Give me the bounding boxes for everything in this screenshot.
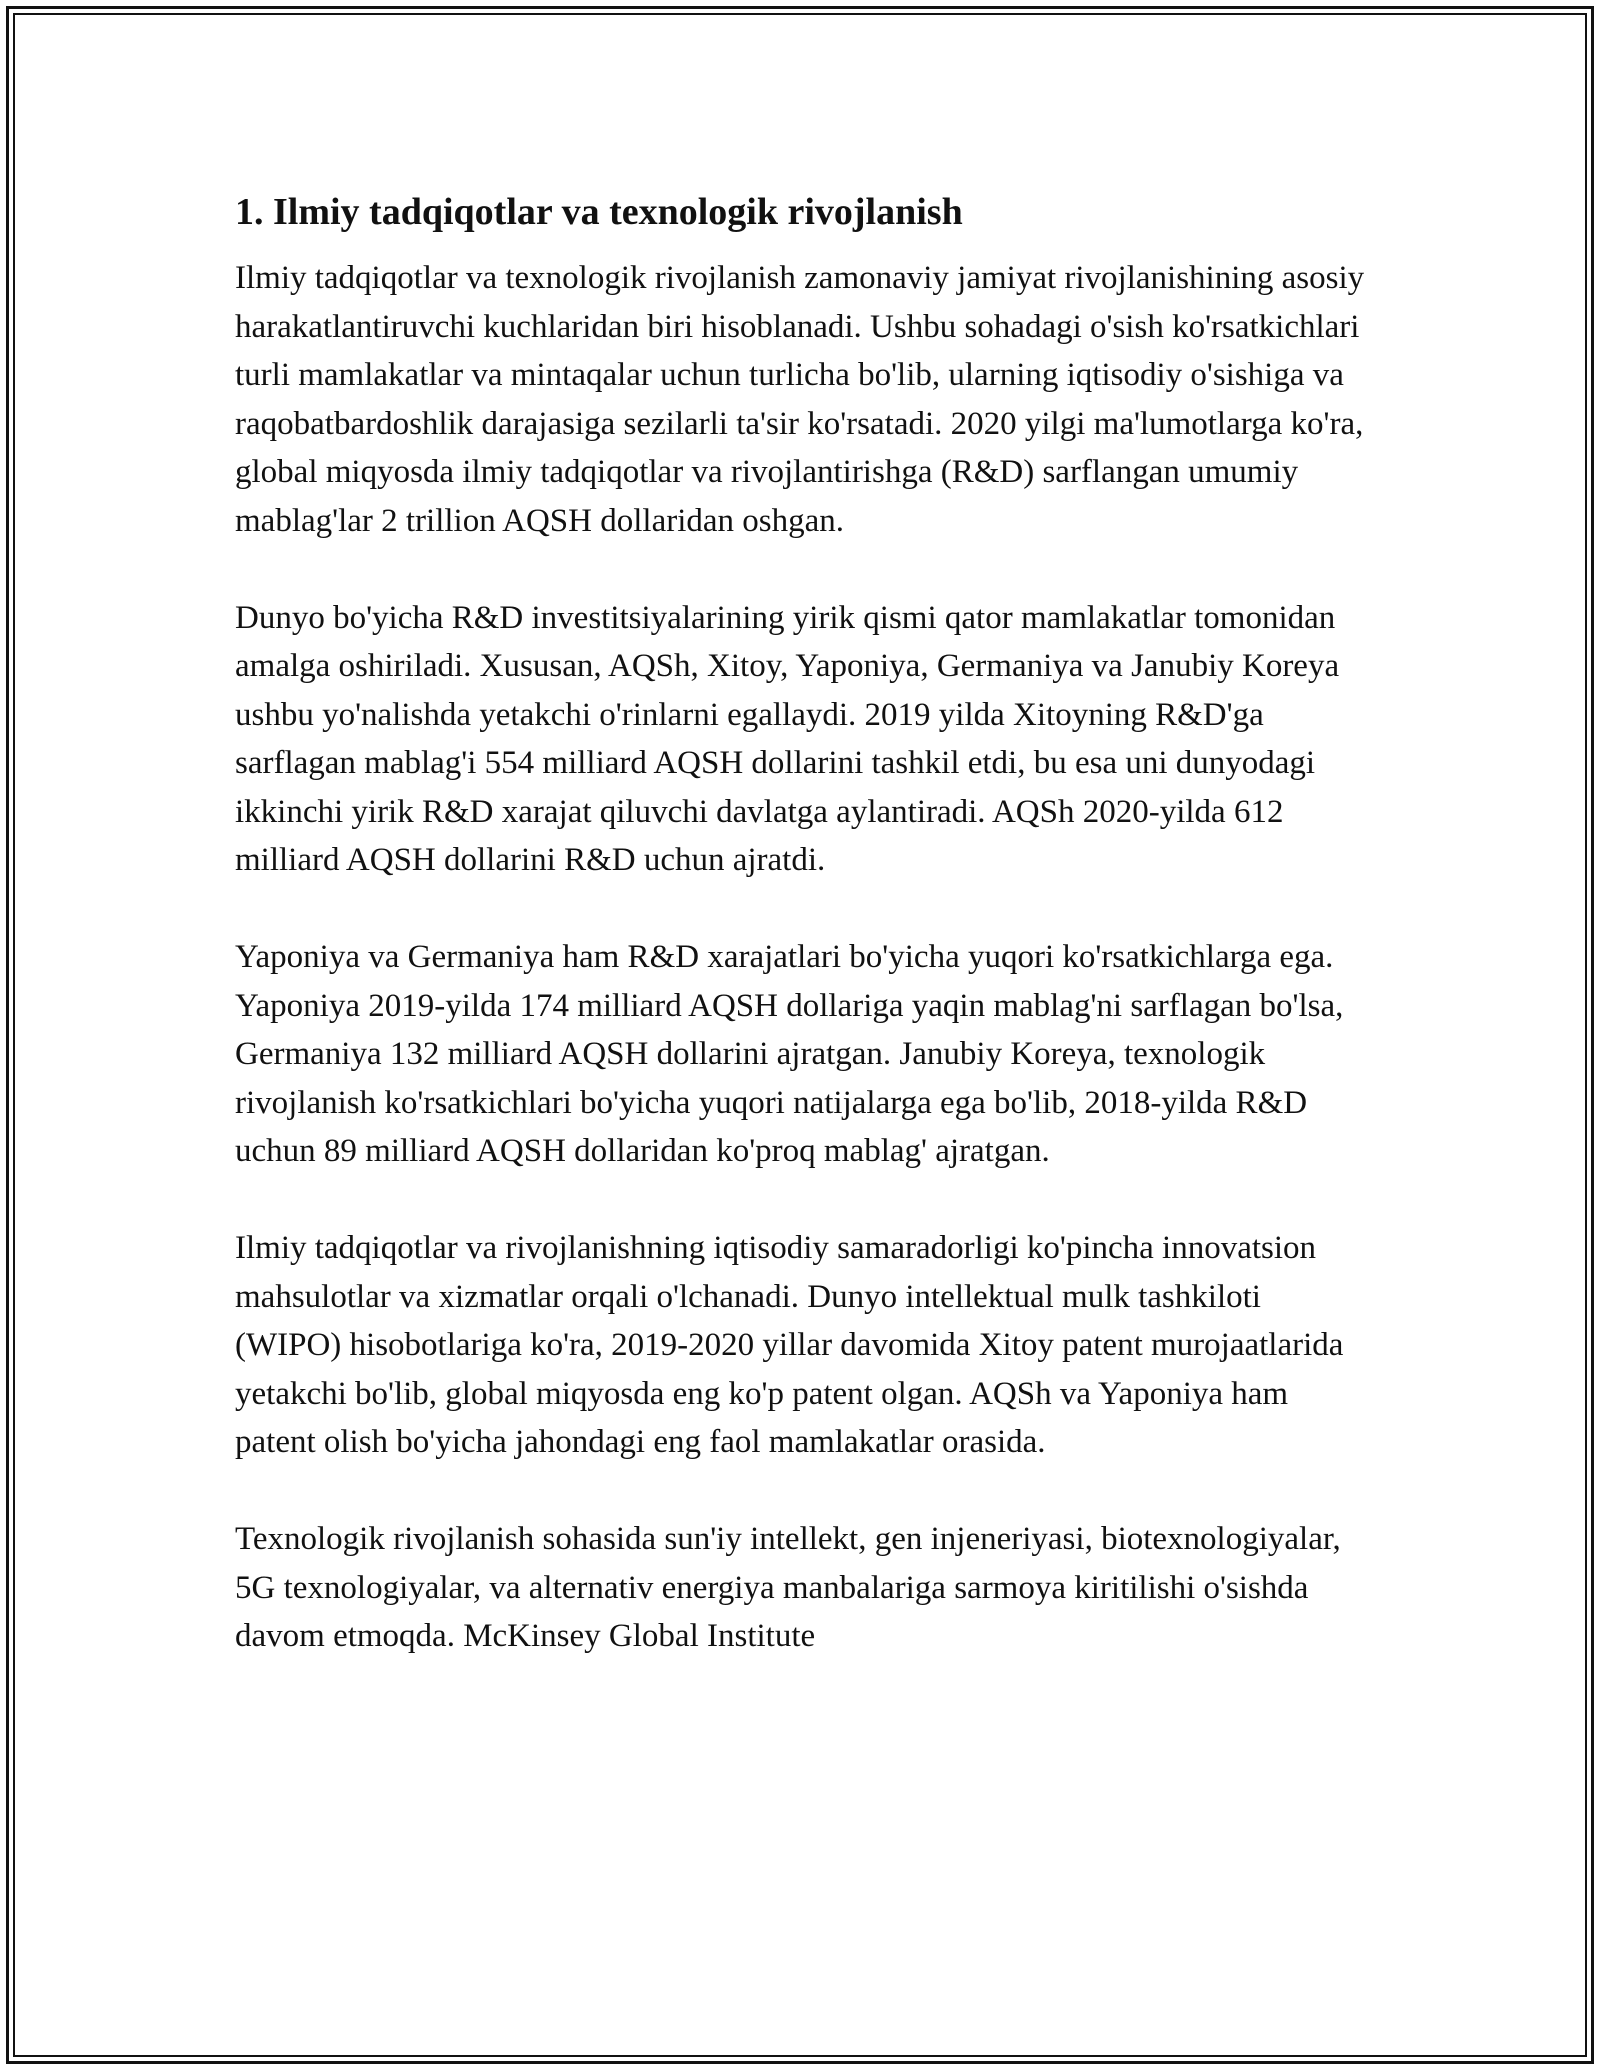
section-heading: 1. Ilmiy tadqiqotlar va texnologik rivojlanish xyxy=(235,191,963,233)
paragraph-2: Dunyo bo'yicha R&D investitsiyalarining yirik qismi qator mamlakatlar tomonidan amalga oshiriladi. Xususan, AQSh, Xitoy, Yaponiya, Germaniya va Janubiy Koreya ushbu yo'nalishda yetakchi o'rinlarni egallaydi. 2019 yilda Xitoyning R&D'ga sarflagan mablag'i 554 milliard AQSH dollarini tashkil etdi, bu esa uni dunyodagi ikkinchi yirik R&D xarajat qiluvchi davlatga aylantiradi. AQSh 2020-yilda 612 milliard AQSH dollarini R&D uchun ajratdi. xyxy=(235,599,1340,878)
paragraph-4: Ilmiy tadqiqotlar va rivojlanishning iqtisodiy samaradorligi ko'pincha innovatsion mahsulotlar va xizmatlar orqali o'lchanadi. Dunyo intellektual mulk tashkiloti (WIPO) hisobotlariga ko'ra, 2019-2020 yillar davomida Xitoy patent murojaatlarida yetakchi bo'lib, global miqyosda eng ko'p patent olgan. AQSh va Yaponiya ham patent olish bo'yicha jahondagi eng faol mamlakatlar orasida. xyxy=(235,1230,1344,1460)
paragraph-5: Texnologik rivojlanish sohasida sun'iy intellekt, gen injeneriyasi, biotexnologiyalar, 5G texnologiyalar, va alternativ energiya manbalariga sarmoya kiritilishi o'sishda davom etmoqda. McKinsey Global Institute xyxy=(235,1521,1341,1654)
document-body xyxy=(235,186,1365,1709)
paragraph-1: Ilmiy tadqiqotlar va texnologik rivojlanish zamonaviy jamiyat rivojlanishining asosiy harakatlantiruvchi kuchlaridan biri hisoblanadi. Ushbu sohadagi o'sish ko'rsatkichlari turli mamlakatlar va mintaqalar uchun turlicha bo'lib, ularning iqtisodiy o'sishiga va raqobatbardoshlik darajasiga sezilarli ta'sir ko'rsatadi. 2020 yilgi ma'lumotlarga ko'ra, global miqyosda ilmiy tadqiqotlar va rivojlantirishga (R&D) sarflangan umumiy mablag'lar 2 trillion AQSH dollaridan oshgan. xyxy=(235,260,1365,539)
paragraph-3: Yaponiya va Germaniya ham R&D xarajatlari bo'yicha yuqori ko'rsatkichlarga ega. Yaponiya 2019-yilda 174 milliard AQSH dollariga yaqin mablag'ni sarflagan bo'lsa, Germaniya 132 milliard AQSH dollarini ajratgan. Janubiy Koreya, texnologik rivojlanish ko'rsatkichlari bo'yicha yuqori natijalarga ega bo'lib, 2018-yilda R&D uchun 89 milliard AQSH dollaridan ko'proq mablag' ajratgan. xyxy=(235,939,1344,1169)
